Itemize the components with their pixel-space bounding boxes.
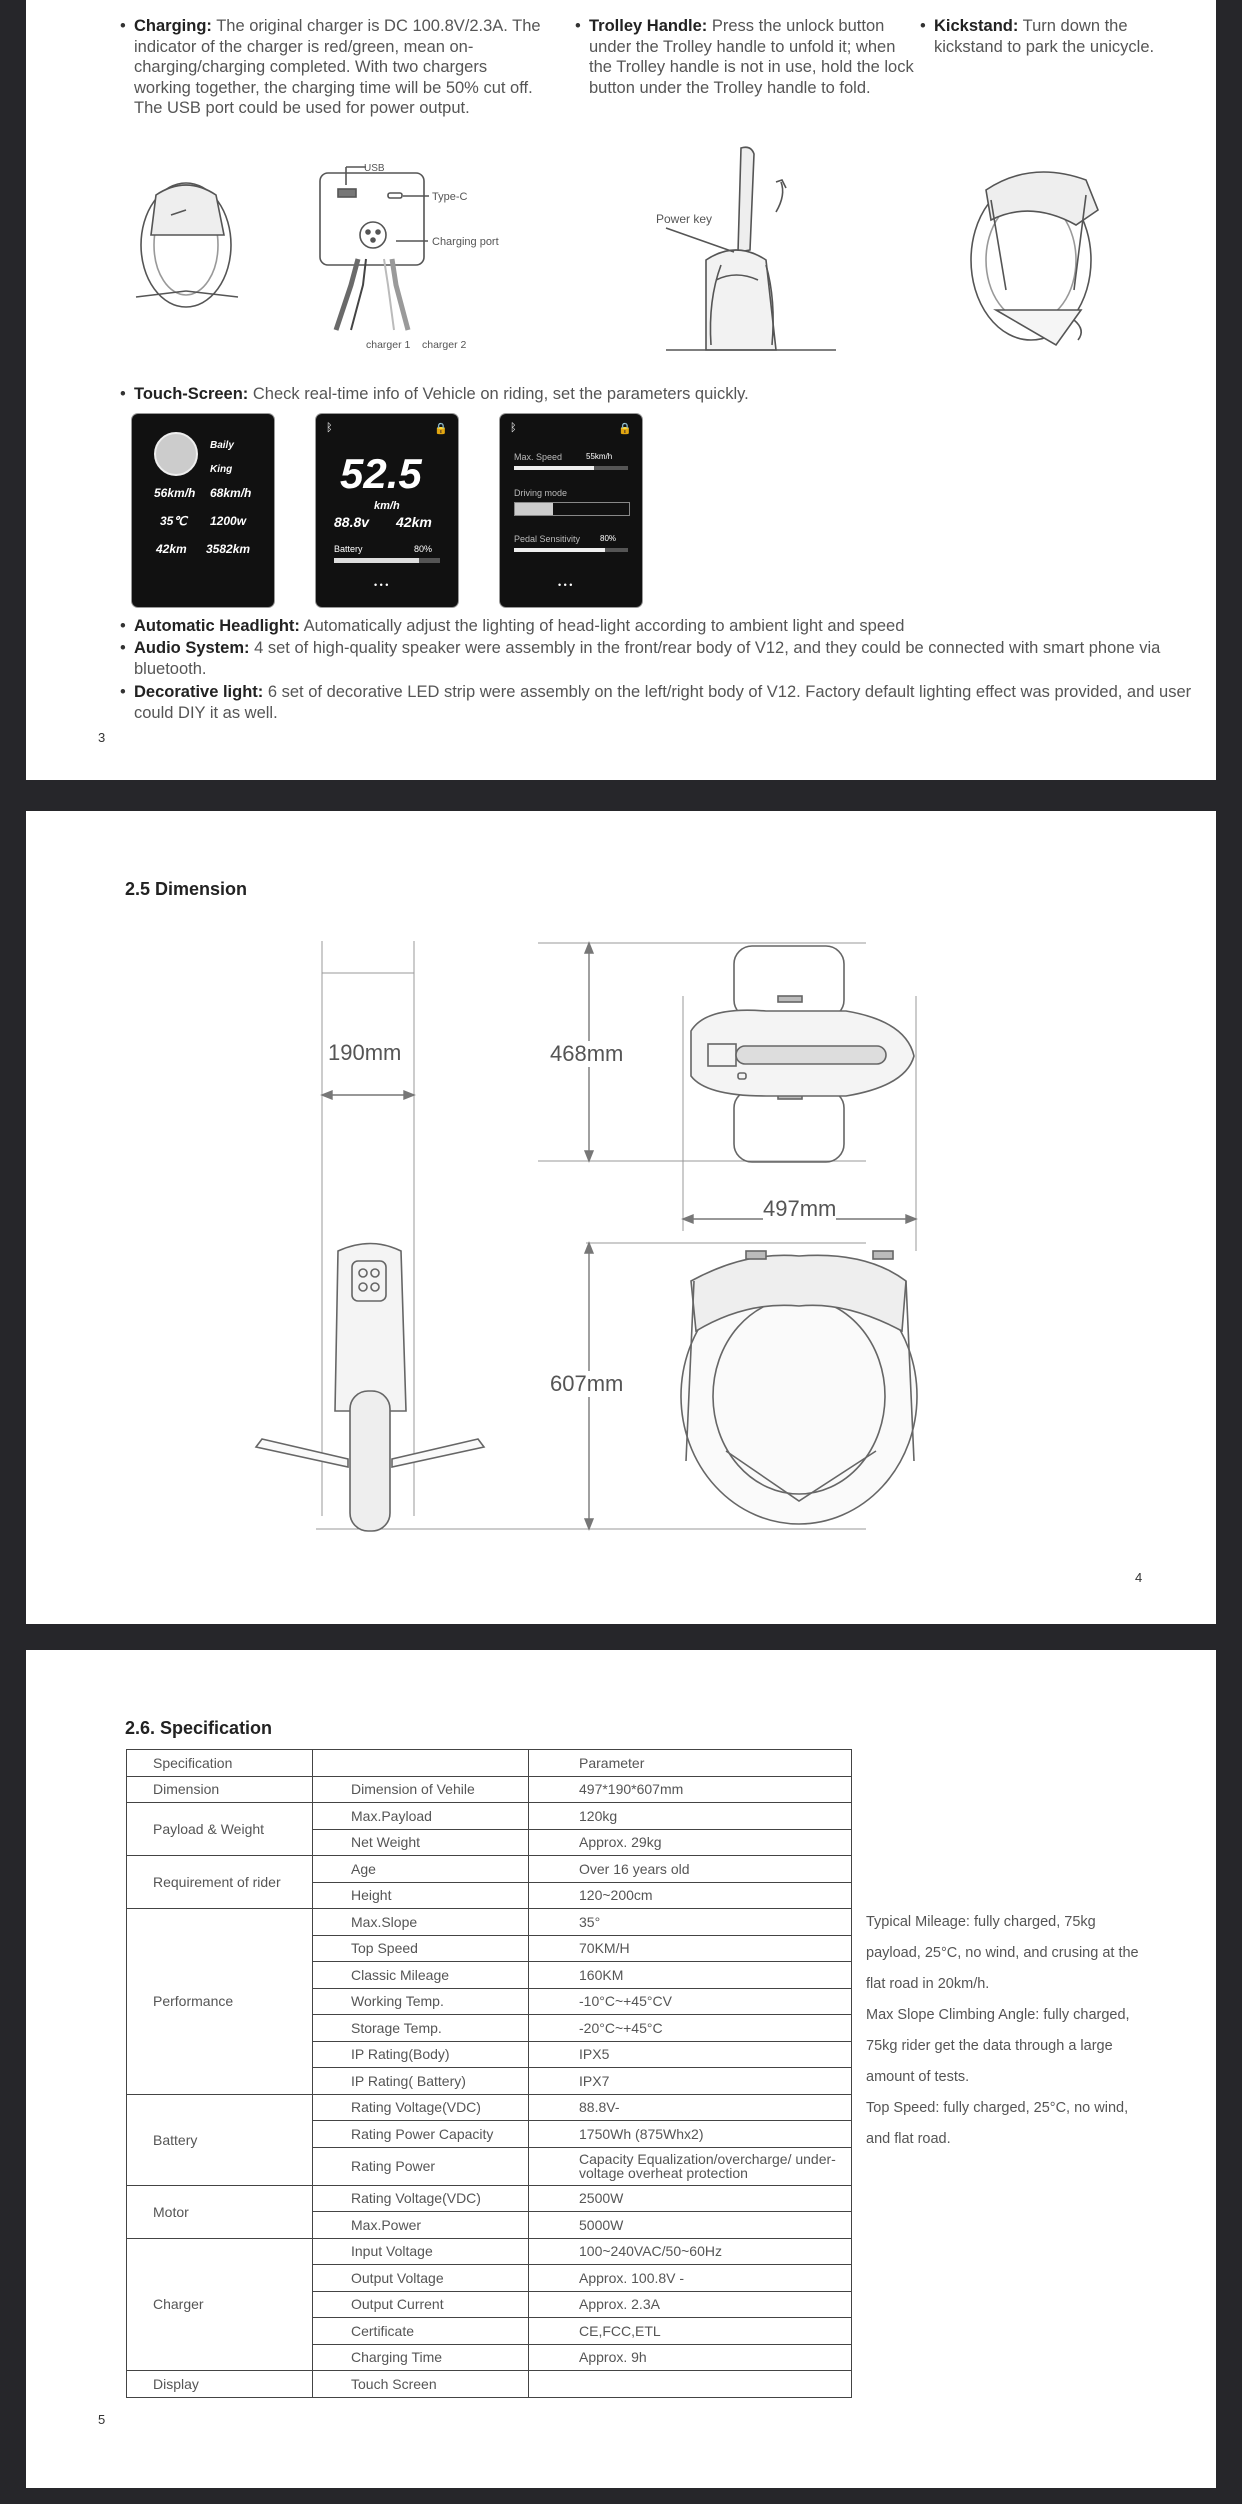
specification-notes: Typical Mileage: fully charged, 75kg payload, 25°C, no wind, and crusing at the flat road in 20km/h. Max Slope Climbing Angle: fully charged, 75kg rider get the data through a large amount of tests. Top Speed: fully charged, 25°C, no wind, and flat road.: [866, 1914, 1139, 2147]
table-row: IP Rating( Battery) IPX7: [127, 2068, 852, 2095]
lock-icon: 🔒: [618, 423, 632, 435]
table-row: Dimension Dimension of Vehile 497*190*607mm: [127, 1776, 852, 1803]
page-number: 4: [1135, 1570, 1143, 1585]
table-row: Classic Mileage 160KM: [127, 1962, 852, 1989]
driving-mode-selector: [514, 502, 630, 516]
page-number: 5: [98, 2412, 106, 2427]
trolley-bullet: • Trolley Handle: Press the unlock button under the Trolley handle to unfold it; when the Trolley handle is not in use, hold the lock button under the Trolley handle to fold.: [575, 17, 914, 97]
page-number: 3: [98, 730, 106, 745]
manual-page-4: [26, 811, 1216, 1624]
table-row: Performance Max.Slope 35°: [127, 1909, 852, 1936]
table-row: IP Rating(Body) IPX5: [127, 2041, 852, 2068]
charger-1-label: charger 1: [366, 339, 411, 351]
table-row: Battery Rating Voltage(VDC) 88.8V-: [127, 2094, 852, 2121]
lock-icon: 🔒: [434, 423, 448, 435]
table-row: Display Touch Screen: [127, 2371, 852, 2398]
typec-label: Type-C: [432, 191, 468, 203]
charging-port-label: Charging port: [432, 236, 499, 248]
usb-label: USB: [364, 163, 385, 174]
decorative-light-bullet: • Decorative light: 6 set of decorative LED strip were assembly on the left/right body of V12. Factory default lighting effect was provided, and user could DIY it as well.: [120, 683, 1192, 722]
trolley-handle-illustration: [626, 140, 856, 355]
table-row: Working Temp. -10°C~+45°CV: [127, 1988, 852, 2015]
section-title: 2.5 Dimension: [125, 879, 248, 899]
table-row: Output Voltage Approx. 100.8V -: [127, 2265, 852, 2292]
table-row: Specification Parameter: [127, 1750, 852, 1777]
table-row: Output Current Approx. 2.3A: [127, 2291, 852, 2318]
table-row: Requirement of rider Age Over 16 years old: [127, 1856, 852, 1883]
touch-screen-bullet: • Touch-Screen: Check real-time info of Vehicle on riding, set the parameters quickly.: [120, 385, 749, 403]
bluetooth-icon: ᛒ: [510, 422, 517, 434]
height-dimension: 607mm: [550, 1371, 624, 1396]
bluetooth-icon: ᛒ: [326, 422, 333, 434]
table-row: Storage Temp. -20°C~+45°C: [127, 2015, 852, 2042]
speed-readout: 52.5: [340, 450, 422, 497]
table-row: Rating Power Capacity 1750Wh (875Whx2): [127, 2121, 852, 2148]
table-row: Charging Time Approx. 9h: [127, 2344, 852, 2371]
manual-page-3: [26, 0, 1216, 780]
headlight-bullet: • Automatic Headlight: Automatically adjust the lighting of head-light according to ambient light and speed: [120, 617, 905, 635]
charging-port-illustration: [126, 155, 526, 355]
touch-screen-settings: ᛒ 🔒 Max. Speed 55km/h Driving mode Pedal Sensitivity 80% • • •: [500, 414, 642, 607]
touch-screen-profile: Baily King 56km/h 68km/h 35℃ 1200w 42km 3582km: [132, 414, 274, 607]
table-row: Top Speed 70KM/H: [127, 1935, 852, 1962]
manual-page-5: [26, 1650, 1216, 2488]
table-row: Charger Input Voltage 100~240VAC/50~60Hz: [127, 2238, 852, 2265]
charging-bullet: • Charging: The original charger is DC 100.8V/2.3A. The indicator of the charger is red/green, mean on-charging/charging completed. With two chargers working together, the charging time will be 50% cut off. The USB port could be used for power output.: [120, 17, 541, 117]
touch-screen-speed: ᛒ 🔒 52.5 km/h 88.8v 42km Battery 80% • • •: [316, 414, 458, 607]
specification-table: [126, 1749, 852, 2398]
battery-bar: [334, 558, 440, 563]
power-key-label: Power key: [656, 212, 713, 226]
table-row: Net Weight Approx. 29kg: [127, 1829, 852, 1856]
audio-bullet: • Audio System: 4 set of high-quality speaker were assembly in the front/rear body of V12, and they could be connected with smart phone via bluetooth.: [120, 639, 1161, 678]
kickstand-illustration: [946, 150, 1166, 360]
section-title: 2.6. Specification: [125, 1718, 273, 1738]
width-dimension: 190mm: [328, 1040, 402, 1065]
charger-2-label: charger 2: [422, 339, 467, 351]
table-row: Height 120~200cm: [127, 1882, 852, 1909]
table-row: Max.Power 5000W: [127, 2212, 852, 2239]
table-row: Rating Power Capacity Equalization/overcharge/ under-voltage overheat protection: [127, 2147, 852, 2185]
length-dimension: 468mm: [550, 1041, 624, 1066]
horizontal-scrollbar[interactable]: [399, 2462, 843, 2476]
dimension-drawing: [26, 811, 1216, 1624]
avatar: [154, 432, 198, 476]
table-row: Payload & Weight Max.Payload 120kg: [127, 1803, 852, 1830]
depth-dimension: 497mm: [763, 1196, 837, 1221]
kickstand-bullet: • Kickstand: Turn down the kickstand to park the unicycle.: [920, 17, 1155, 56]
table-row: Certificate CE,FCC,ETL: [127, 2318, 852, 2345]
table-row: Motor Rating Voltage(VDC) 2500W: [127, 2185, 852, 2212]
